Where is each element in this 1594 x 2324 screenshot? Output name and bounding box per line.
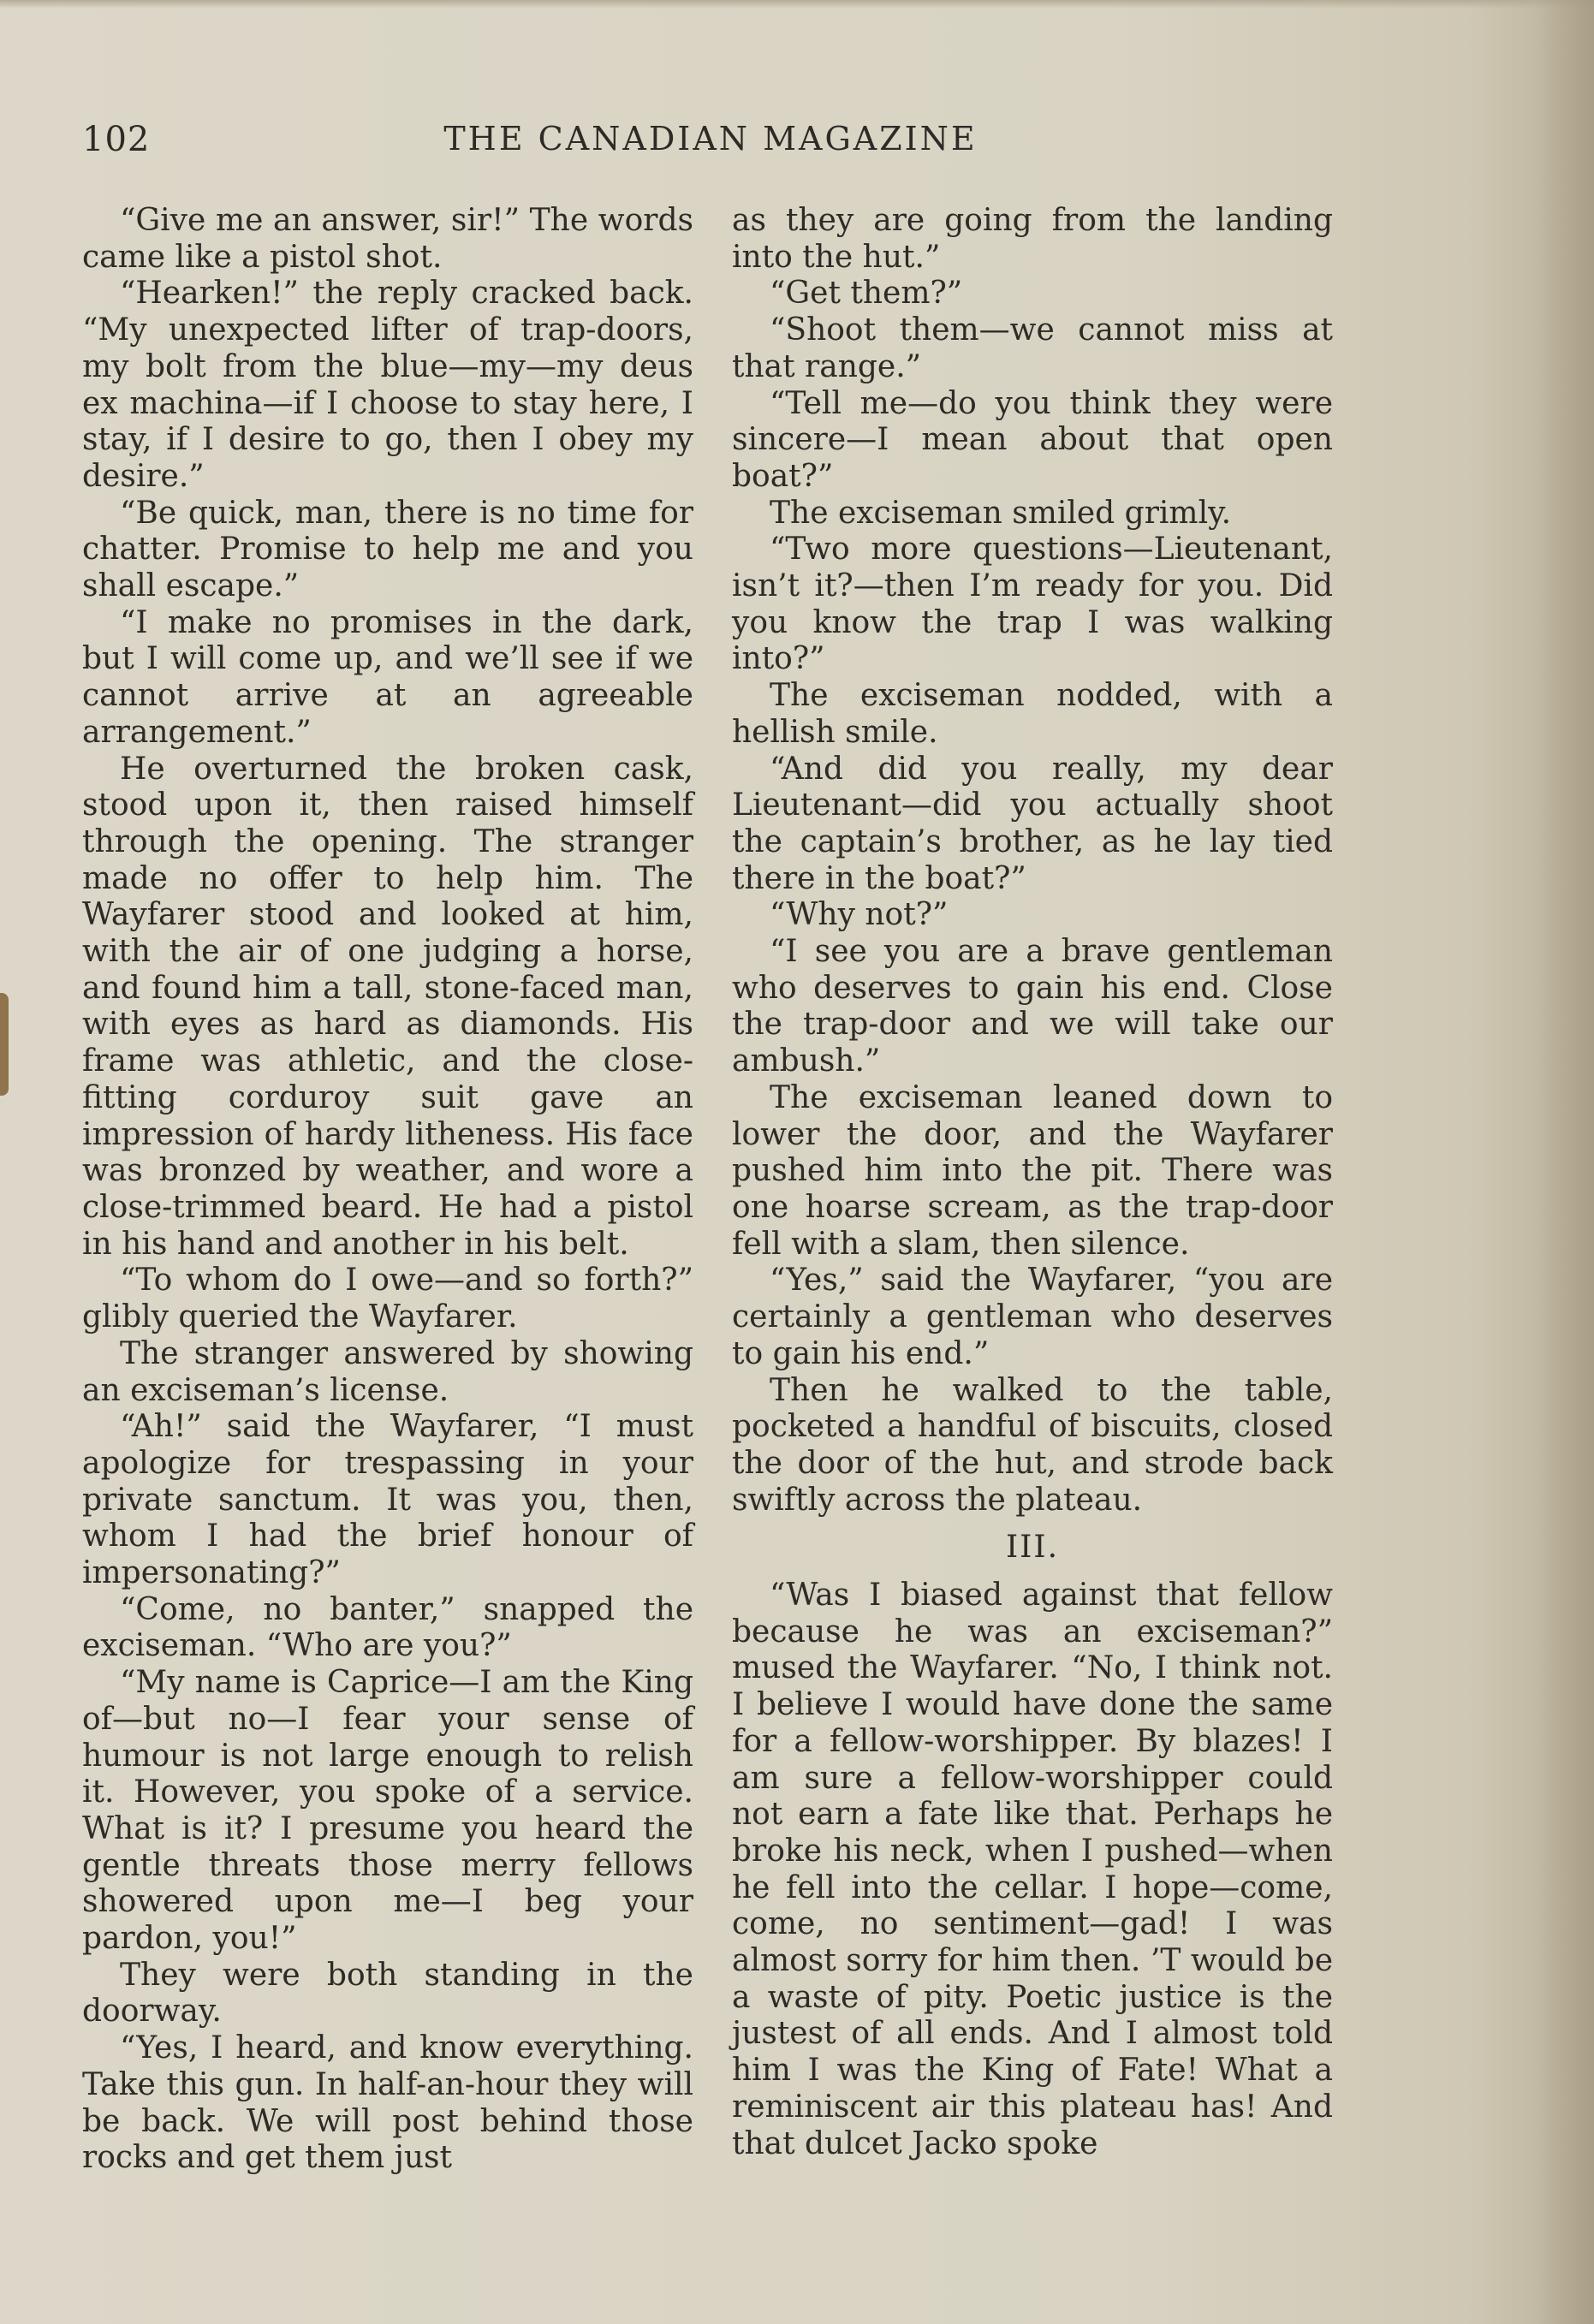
- paragraph: “Get them?”: [770, 276, 963, 312]
- paragraph: The stranger answered by showing an exciseman’s license.: [82, 1335, 693, 1408]
- paragraph: “Shoot them—we cannot miss at that range.”: [732, 312, 1333, 384]
- paragraph: “Tell me—do you think they were sincere—I mean about that open boat?”: [732, 385, 1333, 494]
- paragraph: “Ah!” said the Wayfarer, “I must apologize for trespassing in your private sanctum. It was you, then, whom I had the brief honour of impersonating?”: [82, 1409, 693, 1591]
- paragraph: “Yes,” said the Wayfarer, “you are certainly a gentleman who deserves to gain his end.”: [732, 1263, 1333, 1371]
- margin-ink-mark: [0, 993, 9, 1096]
- paragraph: “Yes, I heard, and know everything. Take this gun. In half-an-hour they will be back. We will post behind those rocks and get them just: [82, 2030, 693, 2176]
- right-column: [732, 203, 1333, 2162]
- paragraph: “And did you really, my dear Lieutenant—did you actually shoot the captain’s brother, as he lay tied there in the boat?”: [732, 751, 1333, 896]
- page-header: [82, 120, 1339, 171]
- paragraph: “To whom do I owe—and so forth?” glibly queried the Wayfarer.: [82, 1263, 693, 1335]
- paragraph-continuation: as they are going from the landing into the hut.”: [732, 203, 1333, 275]
- paragraph: He overturned the broken cask, stood upon it, then raised himself through the opening. The stranger made no offer to help him. The Wayfarer stood and looked at him, with the air of one judging a horse, and found him a tall, stone-faced man, with eyes as hard as diamonds. His frame was athletic, and the close-fitting corduroy suit gave an impression of hardy litheness. His face was bronzed by weather, and wore a close-trimmed beard. He had a pistol in his hand and another in his belt.: [82, 751, 693, 1262]
- paragraph: The exciseman leaned down to lower the door, and the Wayfarer pushed him into the pit. There was one hoarse scream, as the trap-door fell with a slam, then silence.: [732, 1079, 1333, 1262]
- page-edge-shadow: [1534, 0, 1594, 2324]
- paragraph: “I make no promises in the dark, but I will come up, and we’ll see if we cannot arrive at an agreeable arrangement.”: [82, 604, 693, 750]
- paragraph: Then he walked to the table, pocketed a handful of biscuits, closed the door of the hut, and strode back swiftly across the plateau.: [732, 1372, 1333, 1518]
- paragraph: “Come, no banter,” snapped the exciseman. “Who are you?”: [82, 1591, 693, 1664]
- paragraph: “Give me an answer, sir!” The words came like a pistol shot.: [82, 203, 693, 275]
- paragraph: “My name is Caprice—I am the King of—but no—I fear your sense of humour is not large enough to relish it. However, you spoke of a service. What is it? I presume you heard the gentle threats those merry fellows showered upon me—I beg your pardon, you!”: [82, 1665, 693, 1957]
- paragraph: They were both standing in the doorway.: [82, 1957, 693, 2030]
- paragraph: “Two more questions—Lieutenant, isn’t it?—then I’m ready for you. Did you know the trap I was walking into?”: [732, 532, 1333, 677]
- paragraph: “I see you are a brave gentleman who deserves to gain his end. Close the trap-door and we will take our ambush.”: [732, 934, 1333, 1079]
- paragraph: The exciseman nodded, with a hellish smile.: [732, 678, 1333, 750]
- section-heading: III.: [1005, 1530, 1060, 1566]
- paragraph: “Hearken!” the reply cracked back. “My unexpected lifter of trap-doors, my bolt from the blue—my—my deus ex machina—if I choose to stay here, I stay, if I desire to go, then I obey my desire.”: [82, 276, 693, 494]
- page-number: 102: [82, 120, 151, 159]
- paragraph: “Be quick, man, there is no time for chatter. Promise to help me and you shall escape.”: [82, 495, 693, 604]
- paragraph: “Why not?”: [770, 897, 949, 933]
- running-head: THE CANADIAN MAGAZINE: [443, 120, 978, 158]
- paragraph: The exciseman smiled grimly.: [770, 495, 1232, 531]
- left-column: [82, 203, 693, 2177]
- paragraph: “Was I biased against that fellow because he was an exciseman?” mused the Wayfarer. “No, I think not. I believe I would have done the same for a fellow-worshipper. By blazes! I am sure a fellow-worshipper could not earn a fate like that. Perhaps he broke his neck, when I pushed—when he fell into the cellar. I hope—come, come, no sentiment—gad! I was almost sorry for him then. ’T would be a waste of pity. Poetic justice is the justest of all ends. And I almost told him I was the King of Fate! What a reminiscent air this plateau has! And that dulcet Jacko spoke: [732, 1578, 1333, 2161]
